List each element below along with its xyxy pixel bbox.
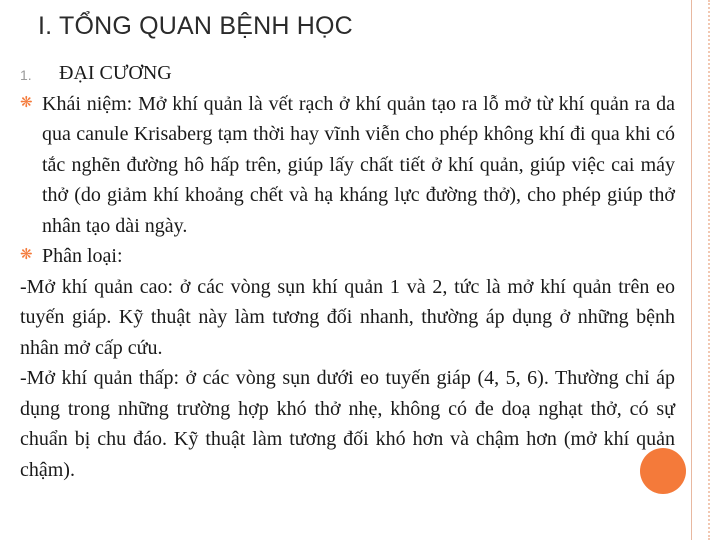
bullet-item-classification [20,241,675,272]
sun-bullet-icon: ❋ [20,94,33,111]
section-number: 1. [20,67,32,83]
section-heading [20,58,675,89]
sun-bullet-icon: ❋ [20,247,33,263]
slide-right-border [691,0,720,540]
paragraph-high-tracheostomy: -Mở khí quản cao: ở các vòng sụn khí quản 1 và 2, tức là mở khí quản trên eo tuyến giáp. Kỹ thuật này làm tương đối nhanh, thường áp dụng ở những bệnh nhân mở cấp cứu. [20,275,675,359]
slide-border-dotted-line [708,0,710,540]
slide-content [20,58,675,485]
section-label: ĐẠI CƯƠNG [59,62,172,84]
paragraph-low-tracheostomy: -Mở khí quản thấp: ở các vòng sụn dưới eo tuyến giáp (4, 5, 6). Thường chỉ áp dụng trong những trường hợp khó thở nhẹ, không có đe doạ nghạt thở, có sự chuẩn bị chu đáo. Kỹ thuật làm tương đối khó hơn và chậm hơn (mở khí quản chậm). [20,367,675,481]
bullet-text: Khái niệm: Mở khí quản là vết rạch ở khí quản tạo ra lỗ mở từ khí quản ra da qua canule Krisaberg tạm thời hay vĩnh viễn cho phép không khí đi qua khi có tắc nghẽn đường hô hấp trên, giúp lấy chất tiết ở khí quản, giúp việc cai máy thở (do giảm khí khoảng chết và hạ kháng lực đường thở), cho phép giúp thở nhân tạo dài ngày. [42,92,675,237]
slide-title: I. TỔNG QUAN BỆNH HỌC [38,12,353,40]
bullet-item-definition [20,89,675,242]
bullet-text: Phân loại: [42,245,123,267]
